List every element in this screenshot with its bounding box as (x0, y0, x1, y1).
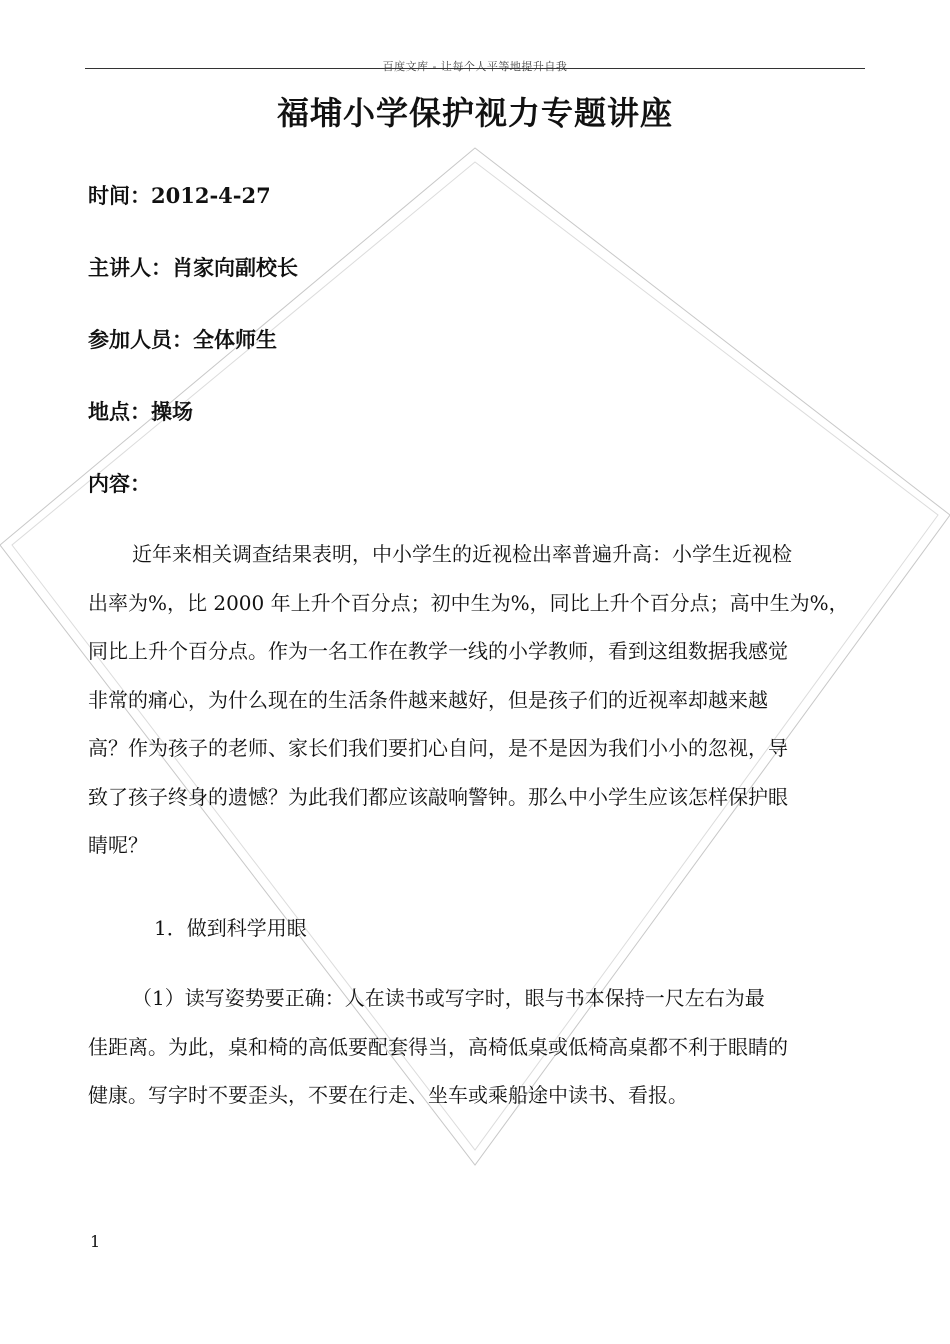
intro-paragraph (88, 530, 868, 870)
header-rule (85, 68, 865, 69)
paragraph-line: 佳距离。为此，桌和椅的高低要配套得当，高椅低桌或低椅高桌都不利于眼睛的 (88, 1034, 788, 1059)
paragraph-line: 出率为%，比 2000 年上升个百分点；初中生为%，同比上升个百分点；高中生为%， (88, 590, 849, 615)
meta-content-label: 内容： (88, 471, 151, 496)
paragraph-line: 近年来相关调查结果表明，中小学生的近视检出率普遍升高：小学生近视检 (132, 542, 792, 566)
paragraph-line: 睛呢？ (88, 833, 148, 857)
page-number: 1 (90, 1232, 101, 1251)
paragraph-line: 致了孩子终身的遗憾？为此我们都应该敲响警钟。那么中小学生应该怎样保护眼 (88, 784, 788, 809)
running-header: 百度文库 - 让每个人平等地提升自我 (382, 60, 568, 73)
paragraph-line: 非常的痛心，为什么现在的生活条件越来越好，但是孩子们的近视率却越来越 (88, 687, 768, 712)
section-point-paragraph (88, 974, 868, 1120)
paragraph-line: 同比上升个百分点。作为一名工作在教学一线的小学教师，看到这组数据我感觉 (88, 639, 788, 663)
meta-location: 地点：操场 (88, 399, 193, 424)
paragraph-line: 健康。写字时不要歪头，不要在行走、坐车或乘船途中读书、看报。 (88, 1083, 688, 1107)
meta-time: 时间：2012-4-27 (88, 183, 271, 208)
meta-speaker: 主讲人：肖家向副校长 (88, 255, 298, 280)
meta-participants: 参加人员：全体师生 (88, 327, 277, 352)
section-heading: 1．做到科学用眼 (154, 916, 307, 940)
document-title: 福埔小学保护视力专题讲座 (276, 94, 673, 132)
paragraph-line: （1）读写姿势要正确：人在读书或写字时，眼与书本保持一尺左右为最 (132, 986, 765, 1010)
paragraph-line: 高？作为孩子的老师、家长们我们要扪心自问，是不是因为我们小小的忽视，导 (88, 736, 788, 760)
